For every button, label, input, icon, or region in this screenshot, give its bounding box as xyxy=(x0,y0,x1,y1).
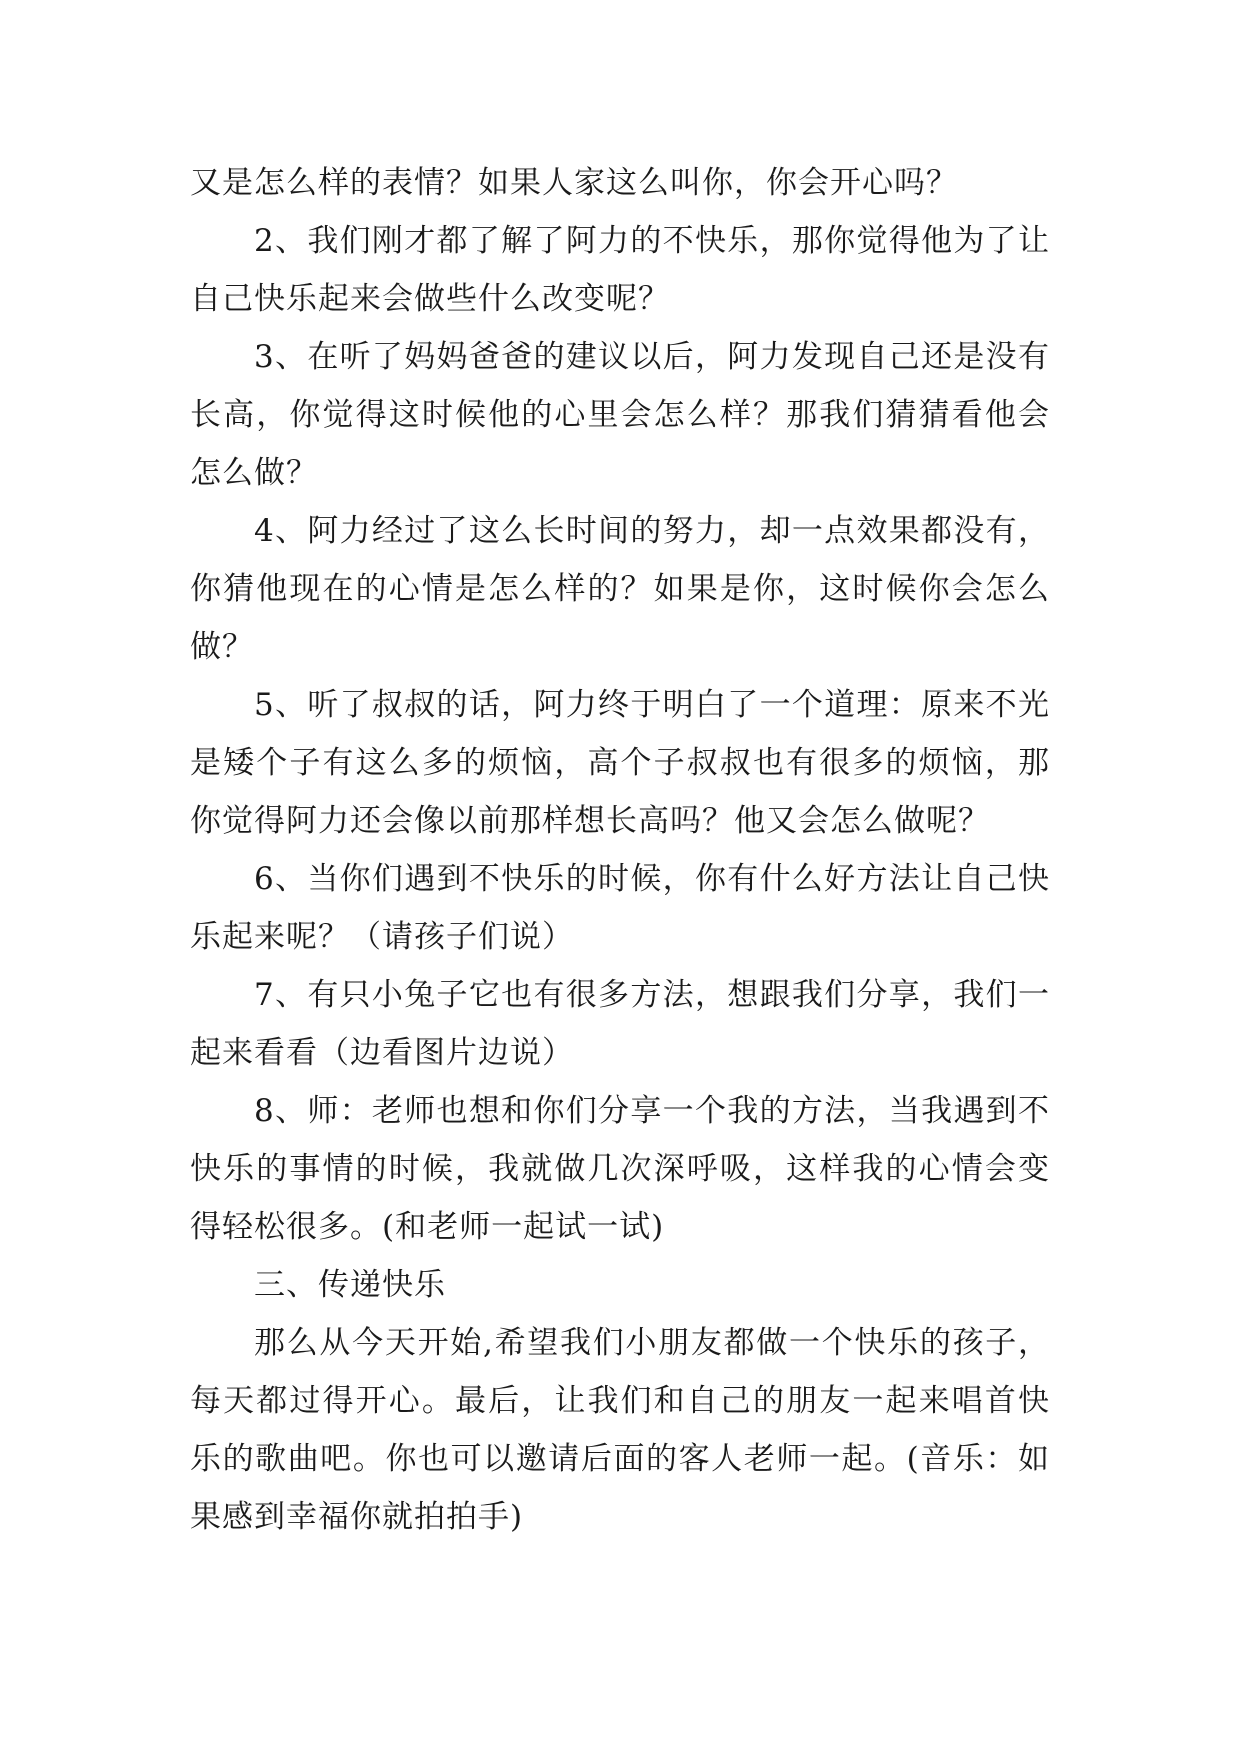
paragraph-question-5: 5、听了叔叔的话，阿力终于明白了一个道理：原来不光是矮个子有这么多的烦恼，高个子叔叔也有很多的烦恼，那你觉得阿力还会像以前那样想长高吗？他又会怎么做呢？ xyxy=(190,687,1050,839)
section-heading: 三、传递快乐 xyxy=(254,1267,446,1303)
paragraph-continuation: 又是怎么样的表情？如果人家这么叫你，你会开心吗？ xyxy=(190,165,958,201)
paragraph-question-3: 3、在听了妈妈爸爸的建议以后，阿力发现自己还是没有长高，你觉得这时候他的心里会怎么样？那我们猜猜看他会怎么做？ xyxy=(190,339,1050,491)
paragraph-closing: 那么从今天开始,希望我们小朋友都做一个快乐的孩子，每天都过得开心。最后，让我们和自己的朋友一起来唱首快乐的歌曲吧。你也可以邀请后面的客人老师一起。(音乐：如果感到幸福你就拍拍手) xyxy=(190,1325,1050,1535)
paragraph-question-8: 8、师：老师也想和你们分享一个我的方法，当我遇到不快乐的事情的时候，我就做几次深呼吸，这样我的心情会变得轻松很多。(和老师一起试一试) xyxy=(190,1093,1050,1245)
paragraph-question-6: 6、当你们遇到不快乐的时候，你有什么好方法让自己快乐起来呢？（请孩子们说） xyxy=(190,861,1050,955)
paragraph-question-4: 4、阿力经过了这么长时间的努力，却一点效果都没有，你猜他现在的心情是怎么样的？如果是你，这时候你会怎么做？ xyxy=(190,513,1050,665)
paragraph-question-7: 7、有只小兔子它也有很多方法，想跟我们分享，我们一起来看看（边看图片边说） xyxy=(190,977,1050,1071)
paragraph-question-2: 2、我们刚才都了解了阿力的不快乐，那你觉得他为了让自己快乐起来会做些什么改变呢？ xyxy=(190,223,1050,317)
document-body xyxy=(190,154,1050,1546)
